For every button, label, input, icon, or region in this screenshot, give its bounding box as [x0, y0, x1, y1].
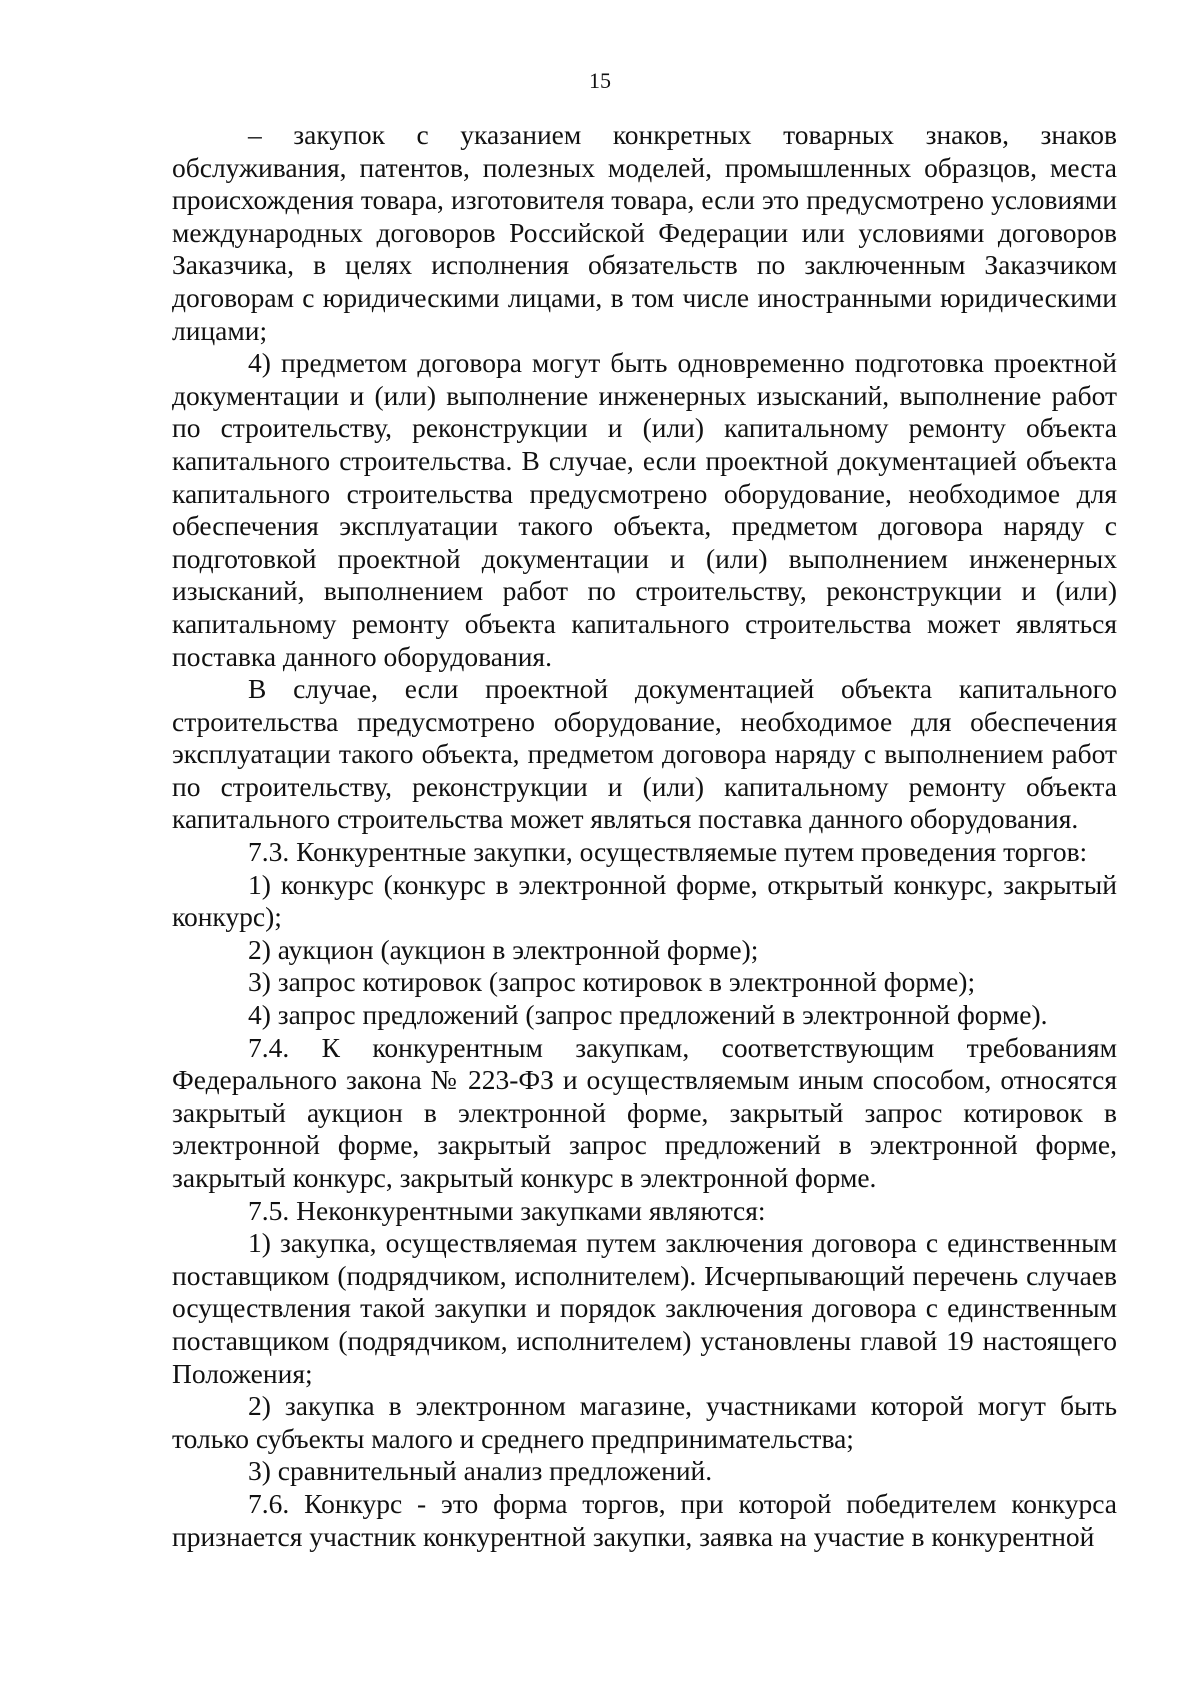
paragraph-trademarks: – закупок с указанием конкретных товарных знаков, знаков обслуживания, патентов, полезных моделей, промышленных образцов, места происхождения товара, изготовителя товара, если это предусмотрено условиями международных договоров Российской Федерации или условиями договоров Заказчика, в целях исполнения обязательств по заключенным Заказчиком договорам с юридическими лицами, в том числе иностранными юридическими лицами;: [172, 119, 1117, 346]
document-body: [172, 119, 1117, 1553]
list-item-single-supplier: 1) закупка, осуществляемая путем заключения договора с единственным поставщиком (подрядчиком, исполнителем). Исчерпывающий перечень случаев осуществления такой закупки и порядок заключения договора с единственным поставщиком (подрядчиком, исполнителем) установлены главой 19 настоящего Положения;: [172, 1227, 1117, 1389]
paragraph-equipment-supply: В случае, если проектной документацией объекта капитального строительства предусмотрено оборудование, необходимое для обеспечения эксплуатации такого объекта, предметом договора наряду с выполнением работ по строительству, реконструкции и (или) капитальному ремонту объекта капитального строительства может являться поставка данного оборудования.: [172, 673, 1117, 835]
list-item-quotation-request: 3) запрос котировок (запрос котировок в электронной форме);: [248, 966, 976, 998]
list-item-e-shop: 2) закупка в электронном магазине, участниками которой могут быть только субъекты малого и среднего предпринимательства;: [172, 1390, 1117, 1454]
paragraph-item-4-design-docs: 4) предметом договора могут быть одновременно подготовка проектной документации и (или) выполнение инженерных изысканий, выполнение работ по строительству, реконструкции и (или) капитальному ремонту объекта капитального строительства. В случае, если проектной документацией объекта капитального строительства предусмотрено оборудование, необходимое для обеспечения эксплуатации такого объекта, предметом договора наряду с подготовкой проектной документации и (или) выполнением инженерных изысканий, выполнением работ по строительству, реконструкции и (или) капитальному ремонту объекта капитального строительства может являться поставка данного оборудования.: [172, 347, 1117, 672]
list-item-contest: 1) конкурс (конкурс в электронной форме, открытый конкурс, закрытый конкурс);: [172, 868, 1117, 933]
list-item-auction: 2) аукцион (аукцион в электронной форме);: [248, 933, 759, 965]
paragraph-7-6: 7.6. Конкурс - это форма торгов, при которой победителем конкурса признается участник конкурентной закупки, заявка на участие в конкурентной: [172, 1487, 1117, 1552]
list-item-proposal-request: 4) запрос предложений (запрос предложений в электронной форме).: [248, 999, 1048, 1031]
page-number: 15: [589, 68, 611, 93]
paragraph-7-3: 7.3. Конкурентные закупки, осуществляемые путем проведения торгов:: [248, 836, 1088, 868]
list-item-comparative-analysis: 3) сравнительный анализ предложений.: [248, 1455, 713, 1487]
paragraph-7-5: 7.5. Неконкурентными закупками являются:: [248, 1194, 766, 1226]
paragraph-7-4: 7.4. К конкурентным закупкам, соответствующим требованиям Федерального закона № 223-ФЗ и осуществляемым иным способом, относятся закрытый аукцион в электронной форме, закрытый запрос котировок в электронной форме, закрытый запрос предложений в электронной форме, закрытый конкурс, закрытый конкурс в электронной форме.: [172, 1031, 1117, 1193]
